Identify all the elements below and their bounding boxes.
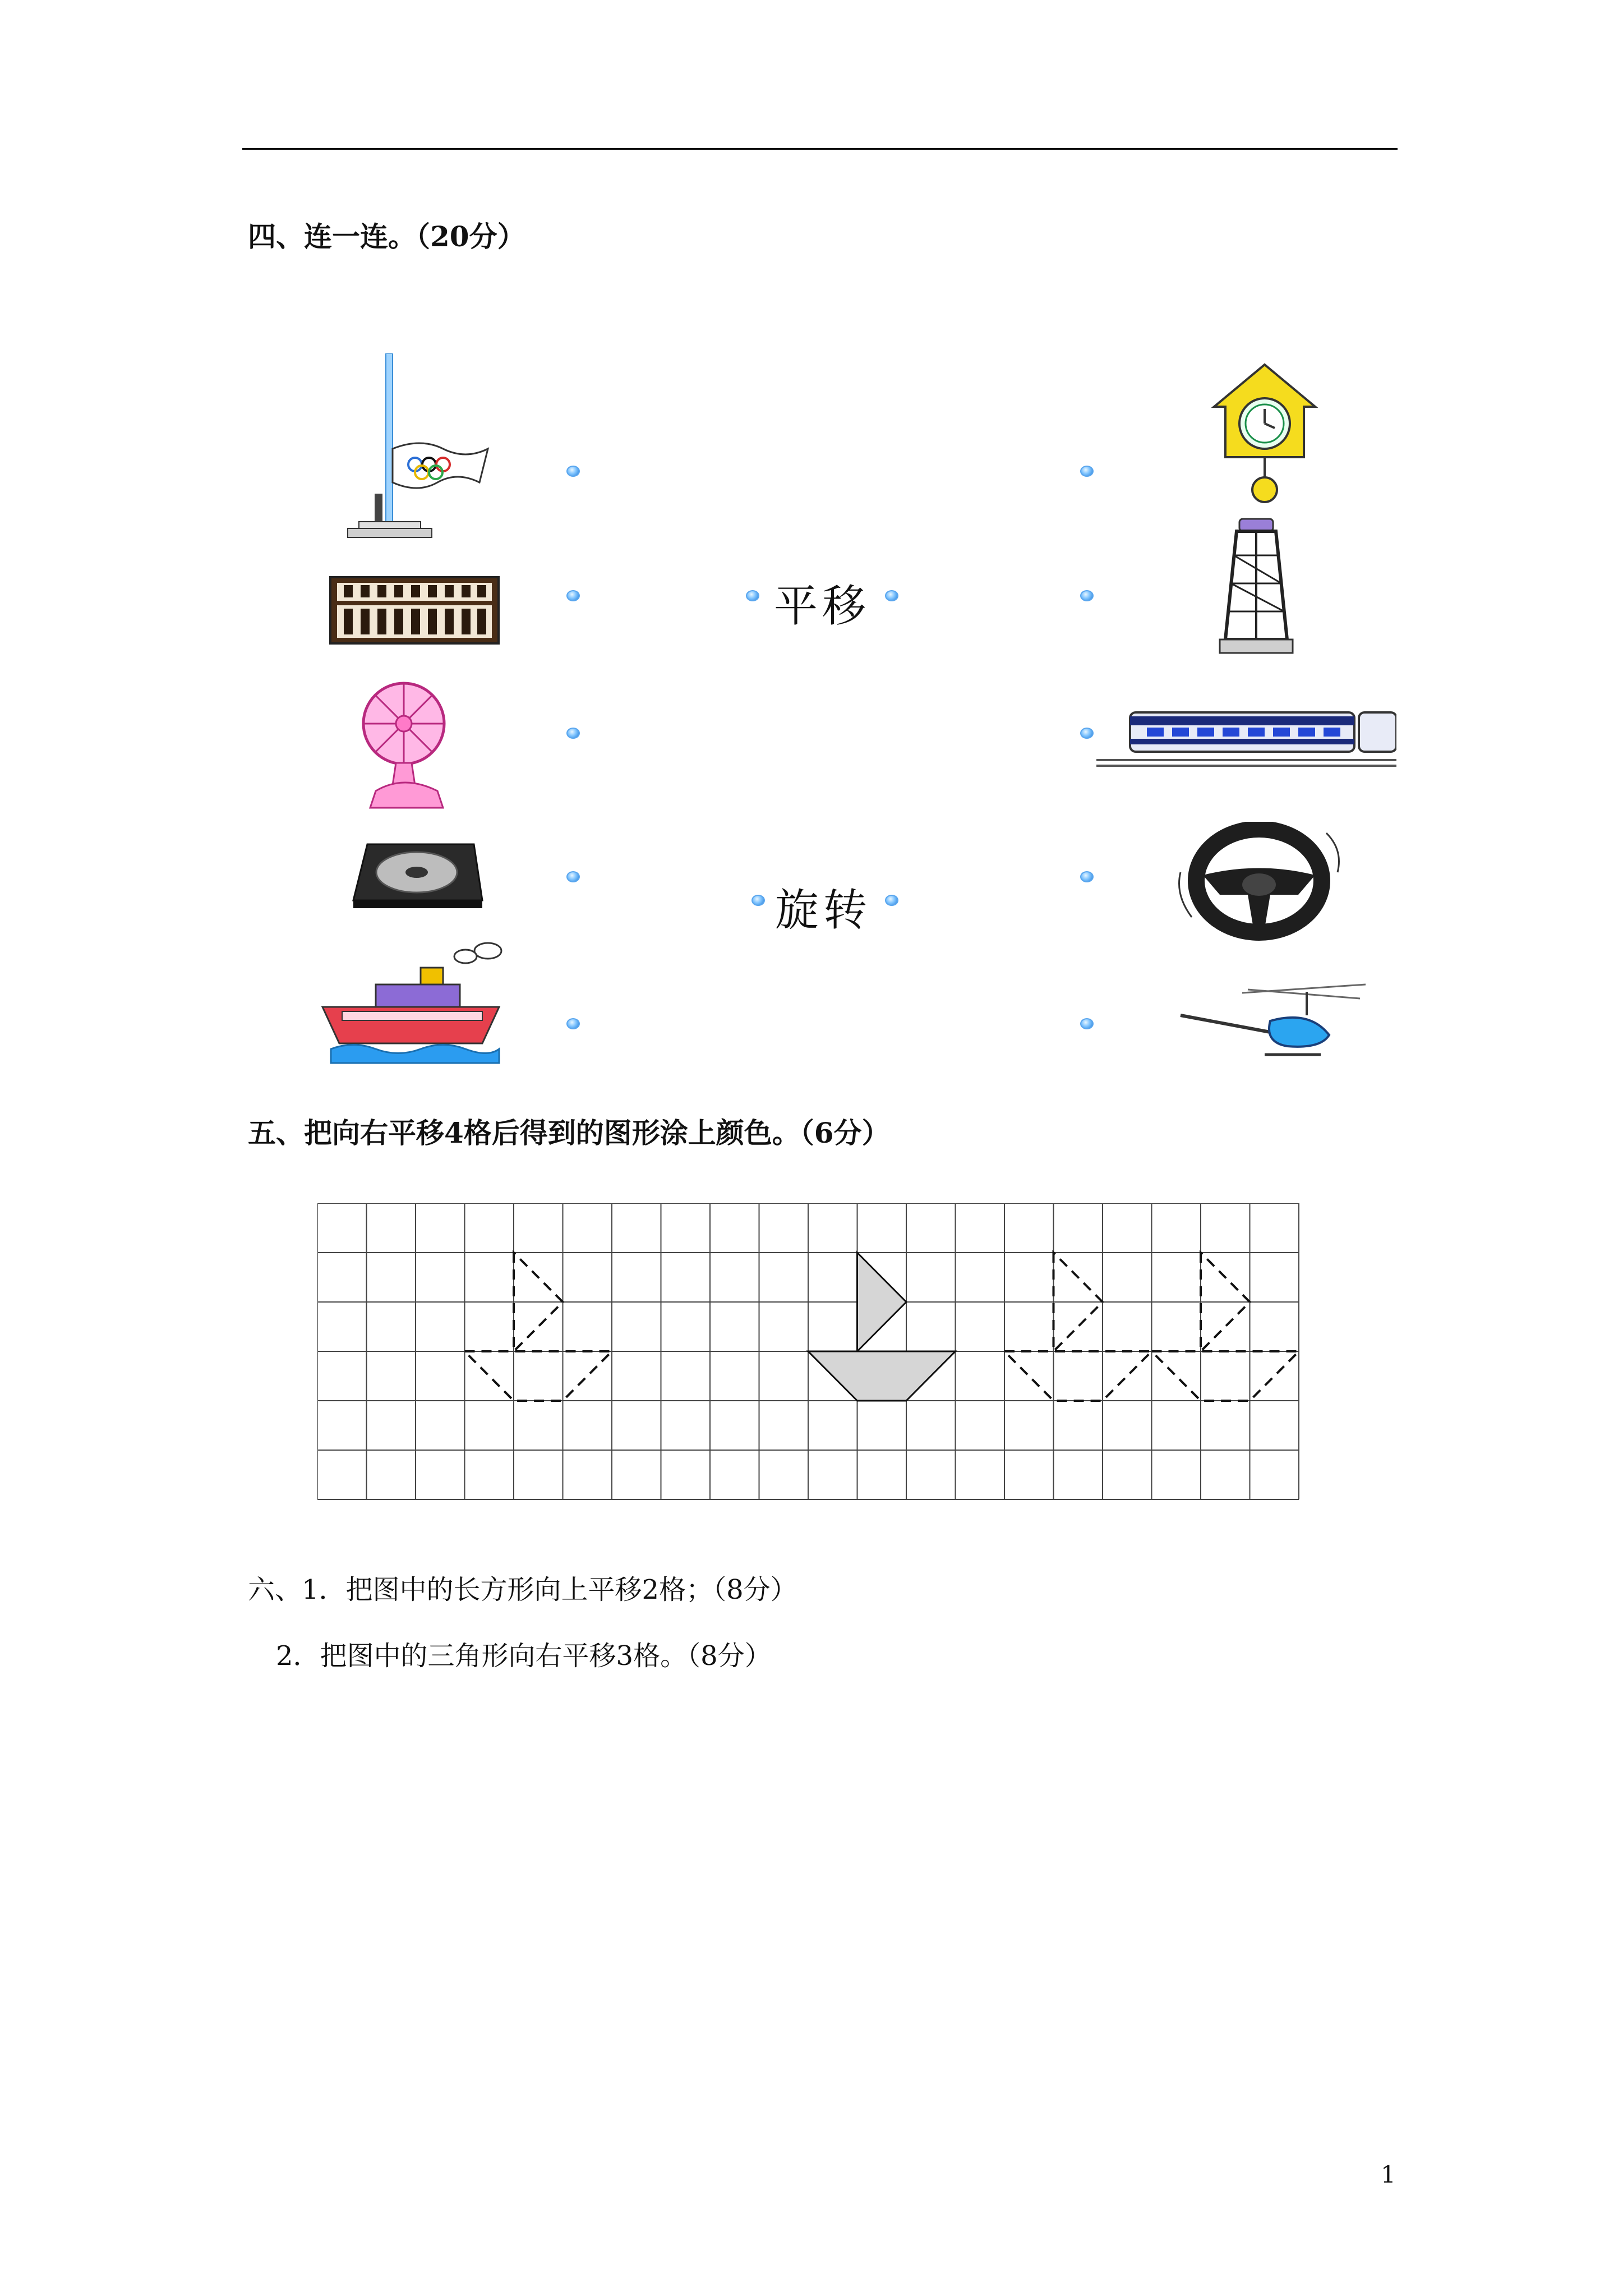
right-dot-1[interactable] — [1080, 466, 1094, 477]
rotation-left-dot[interactable] — [751, 895, 765, 906]
left-dot-1[interactable] — [566, 466, 580, 477]
translation-label: 平移 — [774, 581, 871, 632]
desk-fan-icon — [359, 679, 454, 813]
helicopter-icon — [1175, 976, 1377, 1071]
left-dot-4[interactable] — [566, 871, 580, 882]
cd-tray-icon — [351, 839, 485, 912]
section4-heading: 四、连一连。（20分） — [248, 220, 525, 253]
rotation-right-dot[interactable] — [885, 895, 898, 906]
right-dot-4[interactable] — [1080, 871, 1094, 882]
cuckoo-clock-icon — [1209, 362, 1321, 508]
right-dot-3[interactable] — [1080, 728, 1094, 739]
solid-hull — [808, 1351, 956, 1401]
left-dot-2[interactable] — [566, 590, 580, 601]
steering-wheel-icon — [1175, 822, 1343, 945]
abacus-icon — [328, 575, 502, 648]
steamship-icon — [320, 940, 510, 1069]
right-dot-2[interactable] — [1080, 590, 1094, 601]
left-dot-3[interactable] — [566, 728, 580, 739]
left-dot-5[interactable] — [566, 1018, 580, 1029]
translation-right-dot[interactable] — [885, 590, 898, 601]
right-dot-5[interactable] — [1080, 1018, 1094, 1029]
solid-sail — [857, 1253, 907, 1351]
dashed-hull-3 — [1152, 1351, 1299, 1401]
translation-grid — [317, 1203, 1304, 1506]
dashed-hull-1 — [465, 1351, 612, 1401]
dashed-hull-2 — [1004, 1351, 1152, 1401]
header-rule — [242, 148, 1398, 150]
translation-left-dot[interactable] — [746, 590, 759, 601]
train-icon — [1096, 704, 1396, 771]
section6-item1: 六、1．把图中的长方形向上平移2格；（8分） — [248, 1574, 797, 1605]
rotation-label: 旋转 — [775, 885, 872, 936]
page-number: 1 — [1381, 2161, 1396, 2188]
derrick-tower-icon — [1217, 516, 1295, 656]
section6-item2: 2．把图中的三角形向右平移3格。（8分） — [276, 1640, 772, 1672]
olympic-flag-icon — [336, 353, 505, 544]
section5-heading: 五、把向右平移4格后得到的图形涂上颜色。（6分） — [248, 1116, 890, 1149]
